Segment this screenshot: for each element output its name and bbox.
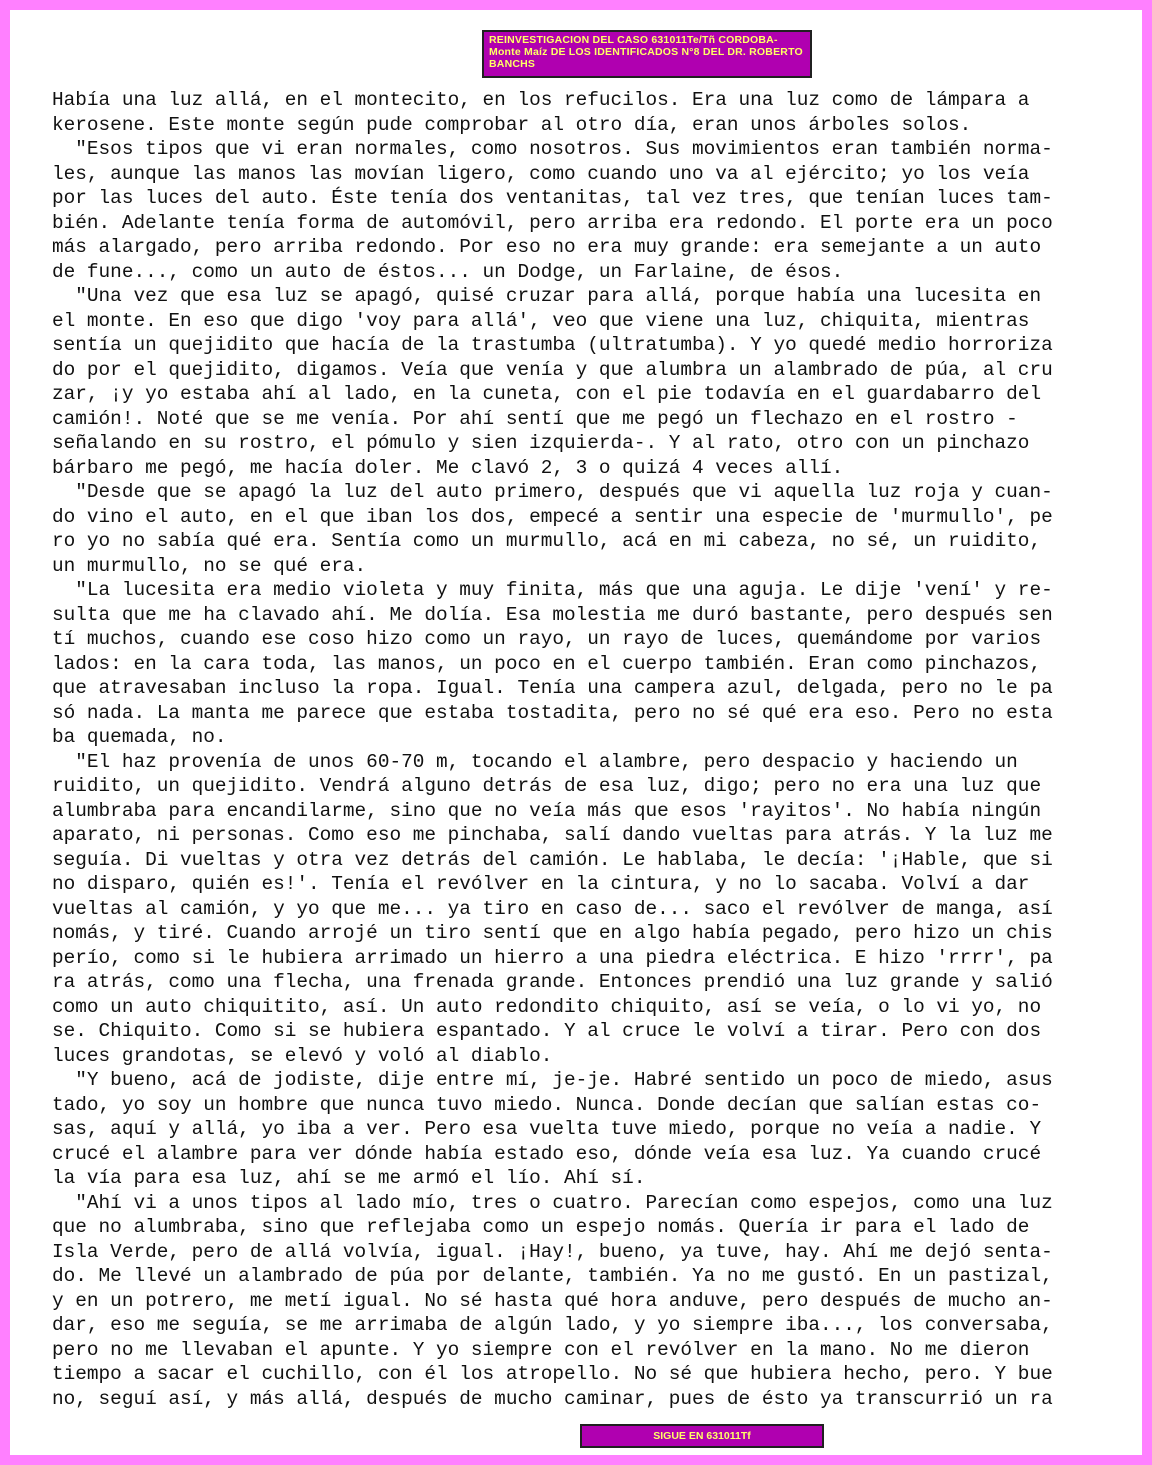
text-line: no, seguí así, y más allá, después de mucho caminar, pues de ésto ya transcurrió un ra [52, 1387, 1053, 1410]
text-line: "Esos tipos que vi eran normales, como nosotros. Sus movimientos eran también norma- [52, 138, 1053, 160]
text-line: "El haz provenía de unos 60-70 m, tocando el alambre, pero despacio y haciendo un [52, 750, 1018, 773]
text-line: no disparo, quién es!'. Tenía el revólver en la cintura, y no lo sacaba. Volví a dar [52, 873, 1030, 895]
text-line: nomás, y tiré. Cuando arrojé un tiro sentí que en algo había pegado, pero hizo un chis [52, 922, 1053, 944]
text-line: por las luces del auto. Éste tenía dos ventanitas, tal vez tres, que tenían luces tam- [52, 187, 1053, 209]
header-line-3: BANCHS [489, 58, 536, 70]
continuation-label: SIGUE EN 631011Tf [653, 1430, 751, 1442]
text-line: tado, yo soy un hombre que nunca tuvo miedo. Nunca. Donde decían que salían estas co- [52, 1093, 1042, 1116]
text-line: lados: en la cara toda, las manos, un poco en el cuerpo también. Eran como pinchazos, [52, 652, 1042, 675]
text-line: "Y bueno, acá de jodiste, dije entre mí, je-je. Habré sentido un poco de miedo, asus [52, 1069, 1053, 1091]
continuation-footer [580, 1424, 824, 1448]
text-line: bárbaro me pegó, me hacía doler. Me clavó 2, 3 o quizá 4 veces allí. [52, 456, 844, 479]
text-line: que no alumbraba, sino que reflejaba como un espejo nomás. Quería ir para el lado de [52, 1216, 1030, 1238]
text-line: zar, ¡y yo estaba ahí al lado, en la cuneta, con el pie todavía en el guardabarro del [52, 383, 1042, 405]
text-line: do. Me llevé un alambrado de púa por delante, también. Ya no me gustó. En un pastizal, [52, 1265, 1053, 1287]
text-line: aparato, ni personas. Como eso me pinchaba, salí dando vueltas para atrás. Y la luz me [52, 824, 1053, 846]
text-line: más alargado, pero arriba redondo. Por eso no era muy grande: era semejante a un auto [52, 236, 1042, 258]
text-line: "Desde que se apagó la luz del auto primero, después que vi aquella luz roja y cuan- [52, 481, 1053, 503]
text-line: sentía un quejidito que hacía de la trastumba (ultratumba). Y yo quedé medio horroriza [52, 334, 1053, 356]
text-line: como un auto chiquitito, así. Un auto redondito chiquito, así se veía, o lo vi yo, no [52, 995, 1042, 1018]
text-line: se. Chiquito. Como si se hubiera espantado. Y al cruce le volví a tirar. Pero con dos [52, 1020, 1042, 1042]
text-line: les, aunque las manos las movían ligero, como cuando uno va al ejército; yo los veía [52, 162, 1030, 185]
text-line: tiempo a sacar el cuchillo, con él los atropello. No sé que hubiera hecho, pero. Y bue [52, 1363, 1053, 1385]
text-line: Isla Verde, pero de allá volvía, igual. ¡Hay!, bueno, ya tuve, hay. Ahí me dejó senta- [52, 1240, 1053, 1263]
text-line: ba quemada, no. [52, 726, 227, 748]
text-line: perío, como si le hubiera arrimado un hierro a una piedra eléctrica. E hizo 'rrrr', pa [52, 946, 1053, 969]
text-line: pero no me llevaban el apunte. Y yo siempre con el revólver en la mano. No me dieron [52, 1338, 1030, 1361]
case-header-box [482, 30, 812, 78]
text-line: el monte. En eso que digo 'voy para allá', veo que viene una luz, chiquita, mientras [52, 309, 1030, 332]
text-line: alumbraba para encandilarme, sino que no veía más que esos 'rayitos'. No había ningún [52, 799, 1042, 822]
text-line: "Ahí vi a unos tipos al lado mío, tres o cuatro. Parecían como espejos, como una luz [52, 1191, 1053, 1214]
text-line: ra atrás, como una flecha, una frenada grande. Entonces prendió una luz grande y salió [52, 971, 1053, 993]
text-line: luces grandotas, se elevó y voló al diablo. [52, 1044, 553, 1067]
text-line: crucé el alambre para ver dónde había estado eso, dónde veía esa luz. Ya cuando crucé [52, 1142, 1042, 1165]
text-line: "La lucesita era medio violeta y muy finita, más que una aguja. Le dije 'vení' y re- [52, 579, 1053, 601]
text-line: sulta que me ha clavado ahí. Me dolía. Esa molestia me duró bastante, pero después sen [52, 603, 1053, 626]
text-line: de fune..., como un auto de éstos... un Dodge, un Farlaine, de ésos. [52, 260, 844, 283]
header-line-2: Monte Maíz DE LOS IDENTIFICADOS N°8 DEL DR. ROBERTO [489, 46, 803, 58]
text-line: que atravesaban incluso la ropa. Igual. Tenía una campera azul, delgada, pero no le pa [52, 677, 1053, 699]
text-line: Había una luz allá, en el montecito, en los refucilos. Era una luz como de lámpara a [52, 89, 1030, 111]
text-line: y en un potrero, me metí igual. No sé hasta qué hora anduve, pero después de mucho an- [52, 1289, 1053, 1312]
text-line: "Una vez que esa luz se apagó, quisé cruzar para allá, porque había una lucesita en [52, 285, 1042, 307]
text-line: vueltas al camión, y yo que me... ya tiro en caso de... saco el revólver de manga, así [52, 897, 1053, 920]
text-line: un murmullo, no se qué era. [52, 554, 367, 577]
header-line-1: REINVESTIGACION DEL CASO 631011Te/Tñ CORDOBA- [489, 34, 778, 46]
text-line: dar, eso me seguía, se me arrimaba de algún lado, y yo siempre iba..., los conversaba, [52, 1314, 1053, 1336]
text-line: ruidito, un quejidito. Vendrá alguno detrás de esa luz, digo; pero no era una luz que [52, 775, 1042, 797]
testimony-text [52, 88, 1122, 1411]
text-line: ro yo no sabía qué era. Sentía como un murmullo, acá en mi cabeza, no sé, un ruidito, [52, 530, 1042, 552]
text-line: bién. Adelante tenía forma de automóvil, pero arriba era redondo. El porte era un poco [52, 211, 1053, 234]
text-line: seguía. Di vueltas y otra vez detrás del camión. Le hablaba, le decía: '¡Hable, que si [52, 848, 1053, 871]
text-line: do vino el auto, en el que iban los dos, empecé a sentir una especie de 'murmullo', pe [52, 505, 1053, 528]
text-line: só nada. La manta me parece que estaba tostadita, pero no sé qué era eso. Pero no esta [52, 701, 1053, 724]
text-line: tí muchos, cuando ese coso hizo como un rayo, un rayo de luces, quemándome por varios [52, 628, 1042, 650]
text-line: sas, aquí y allá, yo iba a ver. Pero esa vuelta tuve miedo, porque no veía a nadie. Y [52, 1118, 1042, 1140]
text-line: señalando en su rostro, el pómulo y sien izquierda-. Y al rato, otro con un pinchazo [52, 432, 1030, 454]
text-line: camión!. Noté que se me venía. Por ahí sentí que me pegó un flechazo en el rostro - [52, 407, 1018, 430]
text-line: la vía para esa luz, ahí se me armó el lío. Ahí sí. [52, 1167, 646, 1189]
text-line: do por el quejidito, digamos. Veía que venía y que alumbra un alambrado de púa, al cru [52, 358, 1053, 381]
text-line: kerosene. Este monte según pude comprobar al otro día, eran unos árboles solos. [52, 113, 972, 136]
